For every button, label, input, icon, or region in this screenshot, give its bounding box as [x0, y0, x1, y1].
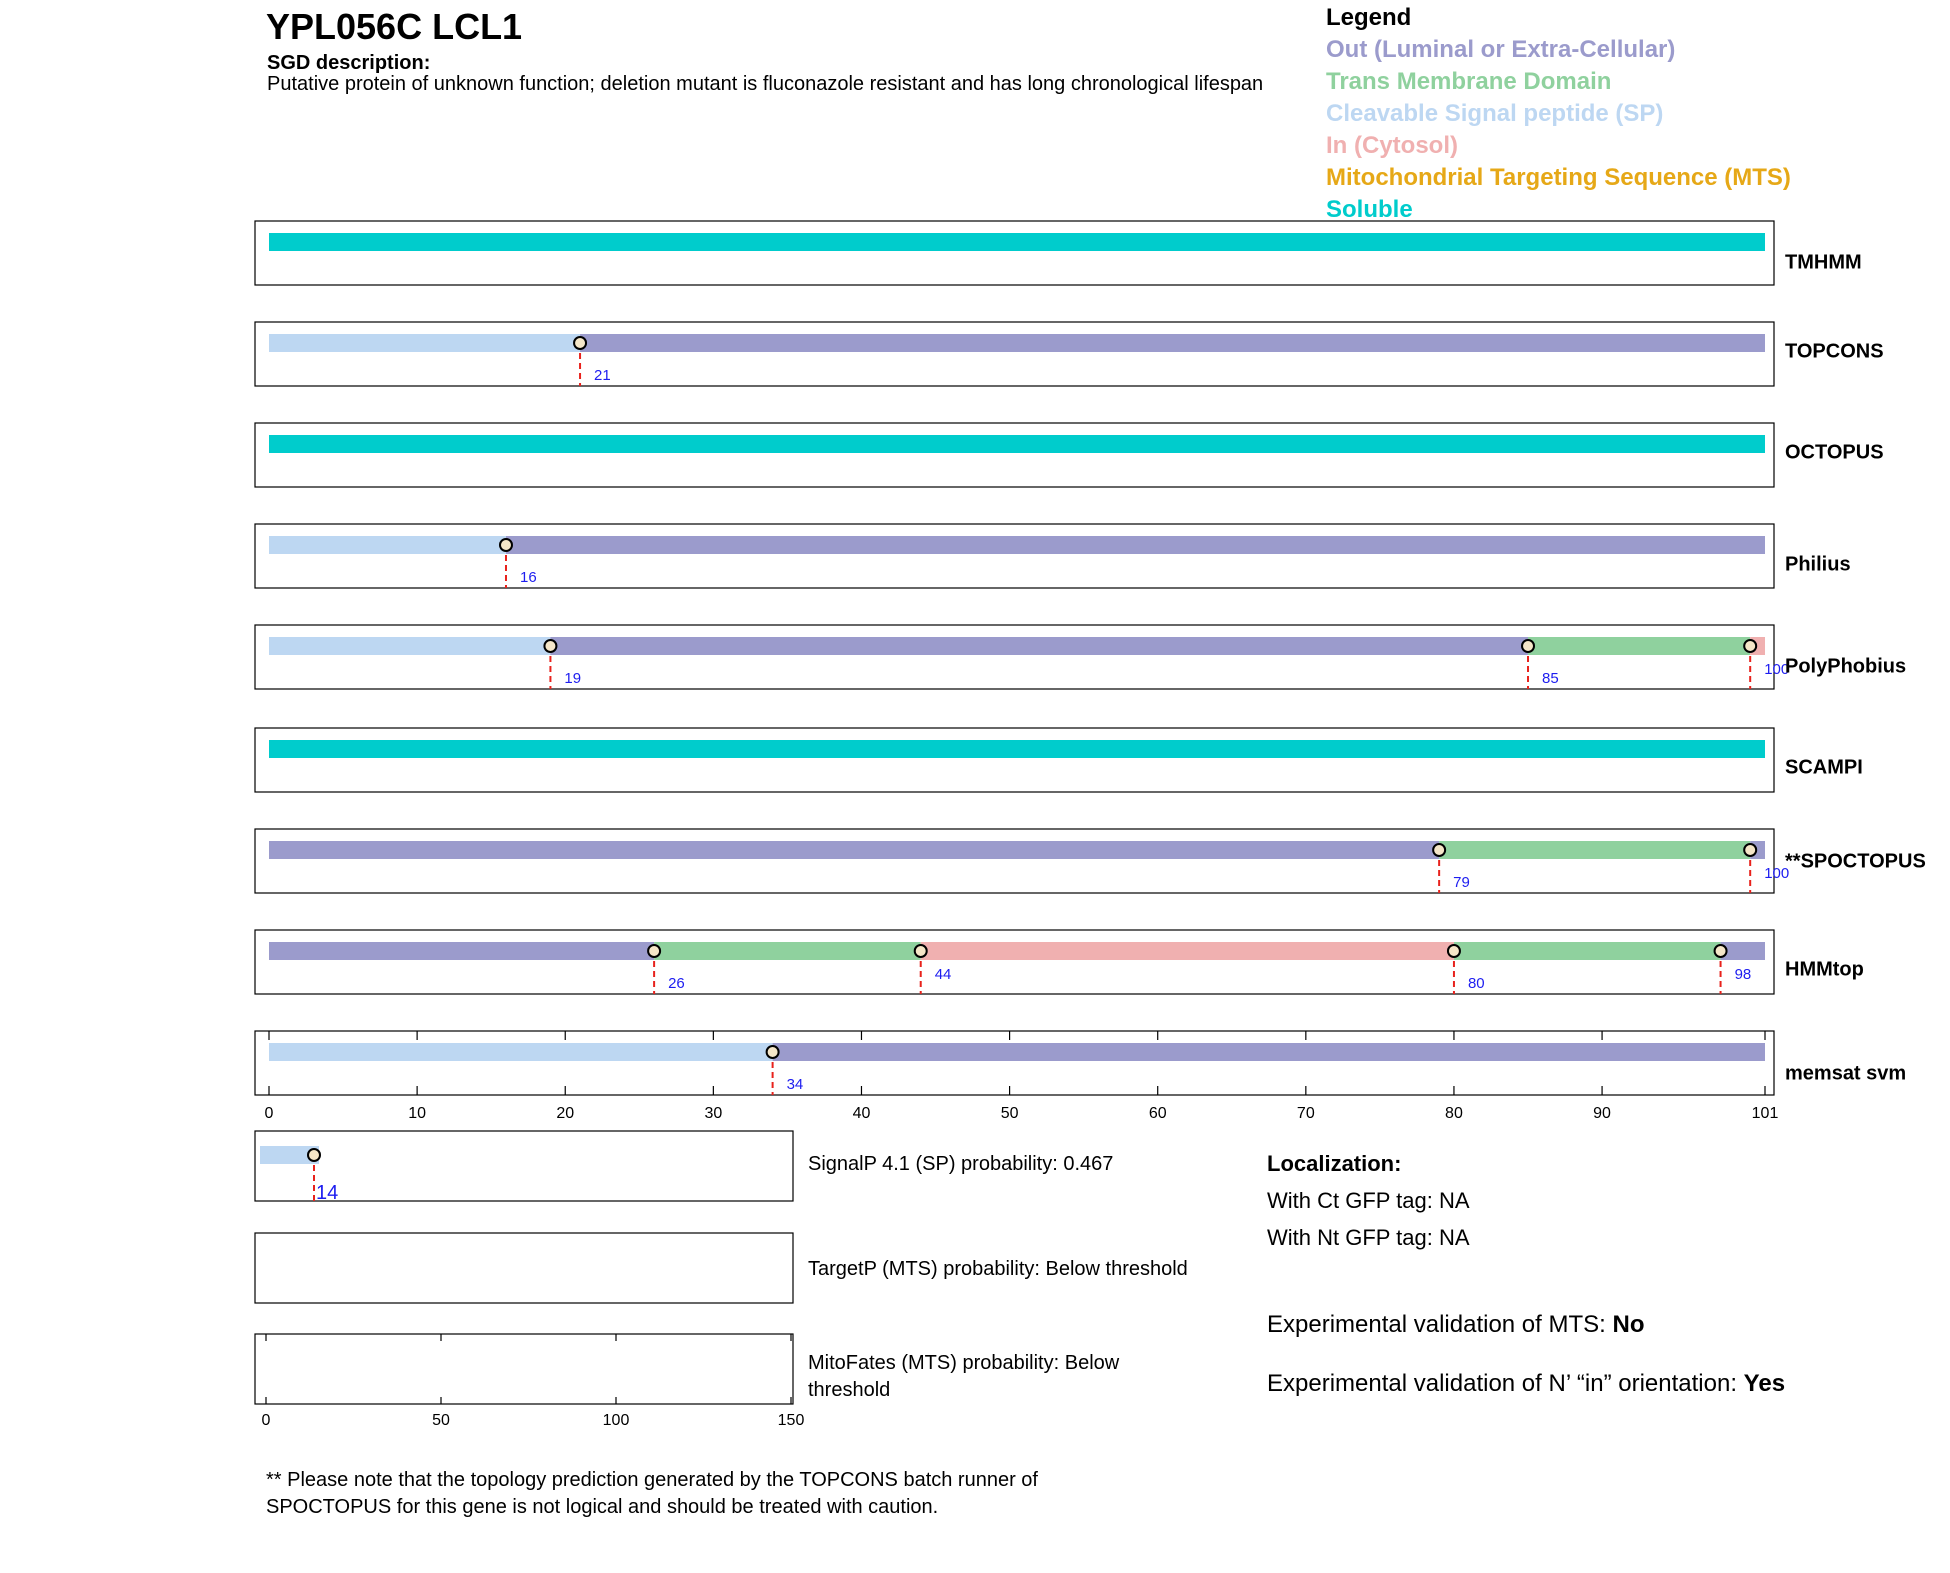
marker-label: 100	[1764, 865, 1790, 882]
track-segment-tm	[1439, 841, 1750, 859]
marker-circle	[1433, 844, 1445, 856]
marker-label: 100	[1764, 661, 1790, 678]
marker-circle	[500, 539, 512, 551]
marker-label: 21	[594, 367, 611, 384]
localization-ct-gfp: With Ct GFP tag: NA	[1267, 1188, 1470, 1213]
mitofates-probability-line1: MitoFates (MTS) probability: Below	[808, 1352, 1120, 1374]
track-segment-out	[773, 1043, 1765, 1061]
legend-item-sp: Cleavable Signal peptide (SP)	[1326, 100, 1664, 127]
marker-label: 85	[1542, 670, 1559, 687]
x-tick-label: 10	[408, 1105, 427, 1122]
marker-label: 19	[564, 670, 582, 687]
track-segment-tm	[654, 942, 921, 960]
track-segment-out	[580, 334, 1765, 352]
localization-title: Localization:	[1267, 1151, 1402, 1176]
mts-validation	[1267, 1311, 1644, 1339]
track-box-memsat-svm	[255, 1031, 1774, 1095]
marker-circle	[1715, 945, 1727, 957]
marker-label: 44	[934, 966, 952, 983]
track-box-tmhmm	[255, 221, 1774, 285]
mts-validation-label: Experimental validation of MTS:	[1267, 1311, 1613, 1338]
marker-label: 16	[519, 569, 537, 586]
track-segment-sp	[269, 334, 580, 352]
marker-label: 79	[1453, 874, 1470, 891]
signalp-marker-circle	[308, 1149, 320, 1161]
legend-title: Legend	[1326, 4, 1412, 31]
track-label-tmhmm: TMHMM	[1785, 251, 1862, 274]
footnote: ** Please note that the topology prediction generated by the TOPCONS batch runner of SPOCTOPUS for this gene is not logical and should be treated with caution.	[266, 1469, 1038, 1518]
marker-label: 80	[1467, 975, 1485, 992]
x-tick-label: 0	[264, 1105, 274, 1122]
track-segment-soluble	[269, 233, 1765, 251]
marker-circle	[915, 945, 927, 957]
marker-label: 98	[1734, 966, 1752, 983]
small-x-tick-label: 150	[777, 1412, 805, 1429]
track-label-scampi: SCAMPI	[1785, 756, 1863, 779]
mts-validation-value: No	[1612, 1311, 1645, 1338]
track-segment-sp	[269, 536, 506, 554]
track-label-topcons: TOPCONS	[1785, 340, 1884, 363]
marker-circle	[544, 640, 556, 652]
marker-label: 26	[668, 975, 685, 992]
prediction-box-mitofates	[255, 1334, 793, 1404]
sgd-description-label: SGD description:	[267, 52, 431, 74]
legend-item-in: In (Cytosol)	[1326, 132, 1458, 159]
legend-item-mts: Mitochondrial Targeting Sequence (MTS)	[1326, 164, 1791, 191]
small-x-tick-label: 0	[261, 1412, 271, 1429]
small-x-tick-label: 100	[602, 1412, 630, 1429]
marker-circle	[648, 945, 660, 957]
mitofates-probability-line2: threshold	[808, 1379, 891, 1401]
track-segment-sp	[269, 637, 550, 655]
track-segment-in	[921, 942, 1454, 960]
track-segment-sp	[269, 1043, 773, 1061]
marker-circle	[1744, 844, 1756, 856]
track-box-hmmtop	[255, 930, 1774, 994]
track-box-topcons	[255, 322, 1774, 386]
x-tick-label: 40	[852, 1105, 871, 1122]
track-segment-soluble	[269, 740, 1765, 758]
x-tick-label: 101	[1751, 1105, 1779, 1122]
track-label-memsat-svm: memsat svm	[1785, 1062, 1907, 1085]
x-tick-label: 90	[1593, 1105, 1611, 1122]
track-box-philius	[255, 524, 1774, 588]
track-label-spoctopus: **SPOCTOPUS	[1785, 850, 1926, 873]
marker-circle	[1744, 640, 1756, 652]
track-segment-tm	[1528, 637, 1750, 655]
track-box-octopus	[255, 423, 1774, 487]
gene-title: YPL056C LCL1	[266, 6, 523, 47]
track-segment-out	[269, 841, 1439, 859]
prediction-box-targetp	[255, 1233, 793, 1303]
track-label-octopus: OCTOPUS	[1785, 441, 1884, 464]
x-tick-label: 60	[1148, 1105, 1167, 1122]
orientation-validation-value: Yes	[1743, 1370, 1786, 1397]
legend-item-out: Out (Luminal or Extra-Cellular)	[1326, 36, 1676, 63]
orientation-validation-label: Experimental validation of N’ “in” orientation:	[1267, 1370, 1744, 1397]
track-segment-tm	[1454, 942, 1721, 960]
track-segment-out	[550, 637, 1528, 655]
marker-circle	[1448, 945, 1460, 957]
track-box-scampi	[255, 728, 1774, 792]
small-x-tick-label: 50	[432, 1412, 450, 1429]
x-tick-label: 80	[1445, 1105, 1463, 1122]
track-box-spoctopus	[255, 829, 1774, 893]
track-label-polyphobius: PolyPhobius	[1785, 655, 1907, 678]
marker-circle	[1522, 640, 1534, 652]
marker-circle	[574, 337, 586, 349]
marker-circle	[767, 1046, 779, 1058]
marker-label: 34	[786, 1076, 804, 1093]
signalp-probability: SignalP 4.1 (SP) probability: 0.467	[808, 1153, 1114, 1175]
x-tick-label: 20	[556, 1105, 575, 1122]
track-segment-out	[506, 536, 1765, 554]
track-label-hmmtop: HMMtop	[1785, 958, 1864, 981]
signalp-marker-label: 14	[316, 1182, 339, 1204]
track-segment-soluble	[269, 435, 1765, 453]
targetp-probability: TargetP (MTS) probability: Below threshold	[808, 1258, 1188, 1280]
track-label-philius: Philius	[1785, 553, 1851, 576]
legend-item-soluble: Soluble	[1326, 196, 1413, 223]
legend-item-tm: Trans Membrane Domain	[1326, 68, 1612, 95]
x-tick-label: 30	[704, 1105, 723, 1122]
x-tick-label: 50	[1000, 1105, 1019, 1122]
sgd-description: Putative protein of unknown function; deletion mutant is fluconazole resistant and has long chronological lifespan	[267, 73, 1264, 95]
x-tick-label: 70	[1296, 1105, 1315, 1122]
track-segment-out	[269, 942, 654, 960]
orientation-validation	[1267, 1370, 1785, 1398]
localization-nt-gfp: With Nt GFP tag: NA	[1267, 1225, 1470, 1250]
